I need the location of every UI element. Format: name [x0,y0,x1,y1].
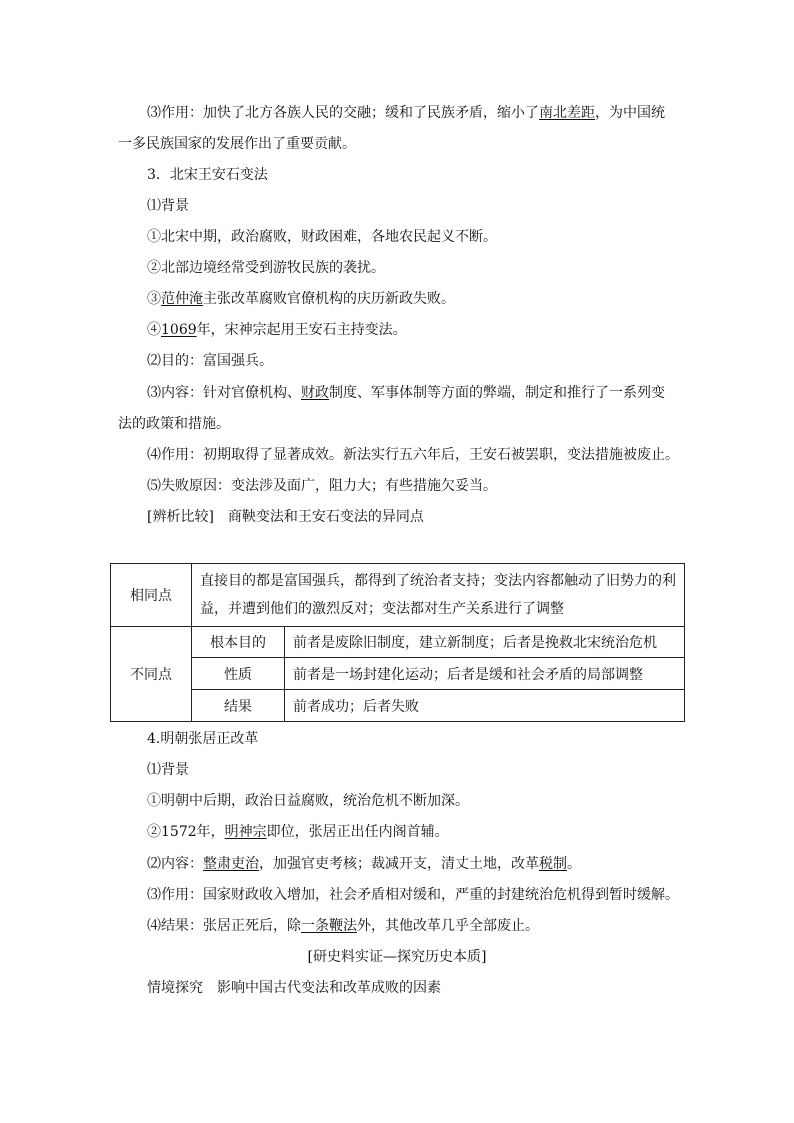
sec4-bg-2: ②1572年，明神宗即位，张居正出任内阁首辅。 [147,824,449,840]
diff-row-text: 前者是废除旧制度，建立新制度；后者是挽救北宋统治危机 [285,627,685,658]
section-4-title: 4.明朝张居正改革 [147,731,259,747]
same-text: 直接目的都是富国强兵，都得到了统治者支持；变法内容都触动了旧势力的利 益，并遭到他们的激烈反对；变法都对生产关系进行了调整 [192,564,685,627]
sec3-effect: ⑷作用：初期取得了显著成效。新法实行五六年后，王安石被罢职，变法措施被废止。 [147,447,679,463]
sec4-effect: ⑶作用：国家财政收入增加，社会矛盾相对缓和，严重的封建统治危机得到暂时缓解。 [147,887,679,903]
same-label: 相同点 [111,564,192,627]
effect-line-2: 一多民族国家的发展作出了重要贡献。 [118,136,356,152]
sec4-content: ⑵内容：整肃吏治，加强官吏考核；裁减开支，清丈土地，改革税制。 [147,856,581,872]
comparison-table [110,563,685,722]
sec4-result: ⑷结果：张居正死后，除一条鞭法外，其他改革几乎全部废止。 [147,918,539,934]
sec3-content-2: 法的政策和措施。 [118,416,230,432]
sec3-bg-2: ②北部边境经常受到游牧民族的袭扰。 [147,260,385,276]
diff-row-text: 前者成功；后者失败 [285,690,685,722]
sec4-bg-1: ①明朝中后期，政治日益腐败，统治危机不断加深。 [147,793,469,809]
research-heading: [研史料实证—探究历史本质] [307,949,487,965]
sec3-bg-1: ①北宋中期，政治腐败，财政困难，各地农民起义不断。 [147,229,497,245]
sec3-content-1: ⑶内容：针对官僚机构、财政制度、军事体制等方面的弊端，制定和推行了一系列变 [147,385,665,401]
compare-title: [辨析比较] 商鞅变法和王安石变法的异同点 [147,509,424,525]
diff-row-label: 根本目的 [192,627,285,658]
diff-row-label: 性质 [192,658,285,690]
research-topic: 情境探究 影响中国古代变法和改革成败的因素 [147,980,441,996]
diff-row-label: 结果 [192,690,285,722]
sec3-bg-3: ③范仲淹主张改革腐败官僚机构的庆历新政失败。 [147,291,455,307]
sec4-background-heading: ⑴背景 [147,762,189,778]
sec3-fail-reason: ⑸失败原因：变法涉及面广，阻力大；有些措施欠妥当。 [147,478,497,494]
section-3-title: 3．北宋王安石变法 [147,167,268,183]
sec3-background-heading: ⑴背景 [147,198,189,214]
sec3-goal: ⑵目的：富国强兵。 [147,353,273,369]
diff-row-text: 前者是一场封建化运动；后者是缓和社会矛盾的局部调整 [285,658,685,690]
sec3-bg-4: ④1069年，宋神宗起用王安石主持变法。 [147,322,407,338]
effect-line-1: ⑶作用：加快了北方各族人民的交融；缓和了民族矛盾，缩小了南北差距，为中国统 [147,105,665,121]
diff-label: 不同点 [111,627,192,722]
